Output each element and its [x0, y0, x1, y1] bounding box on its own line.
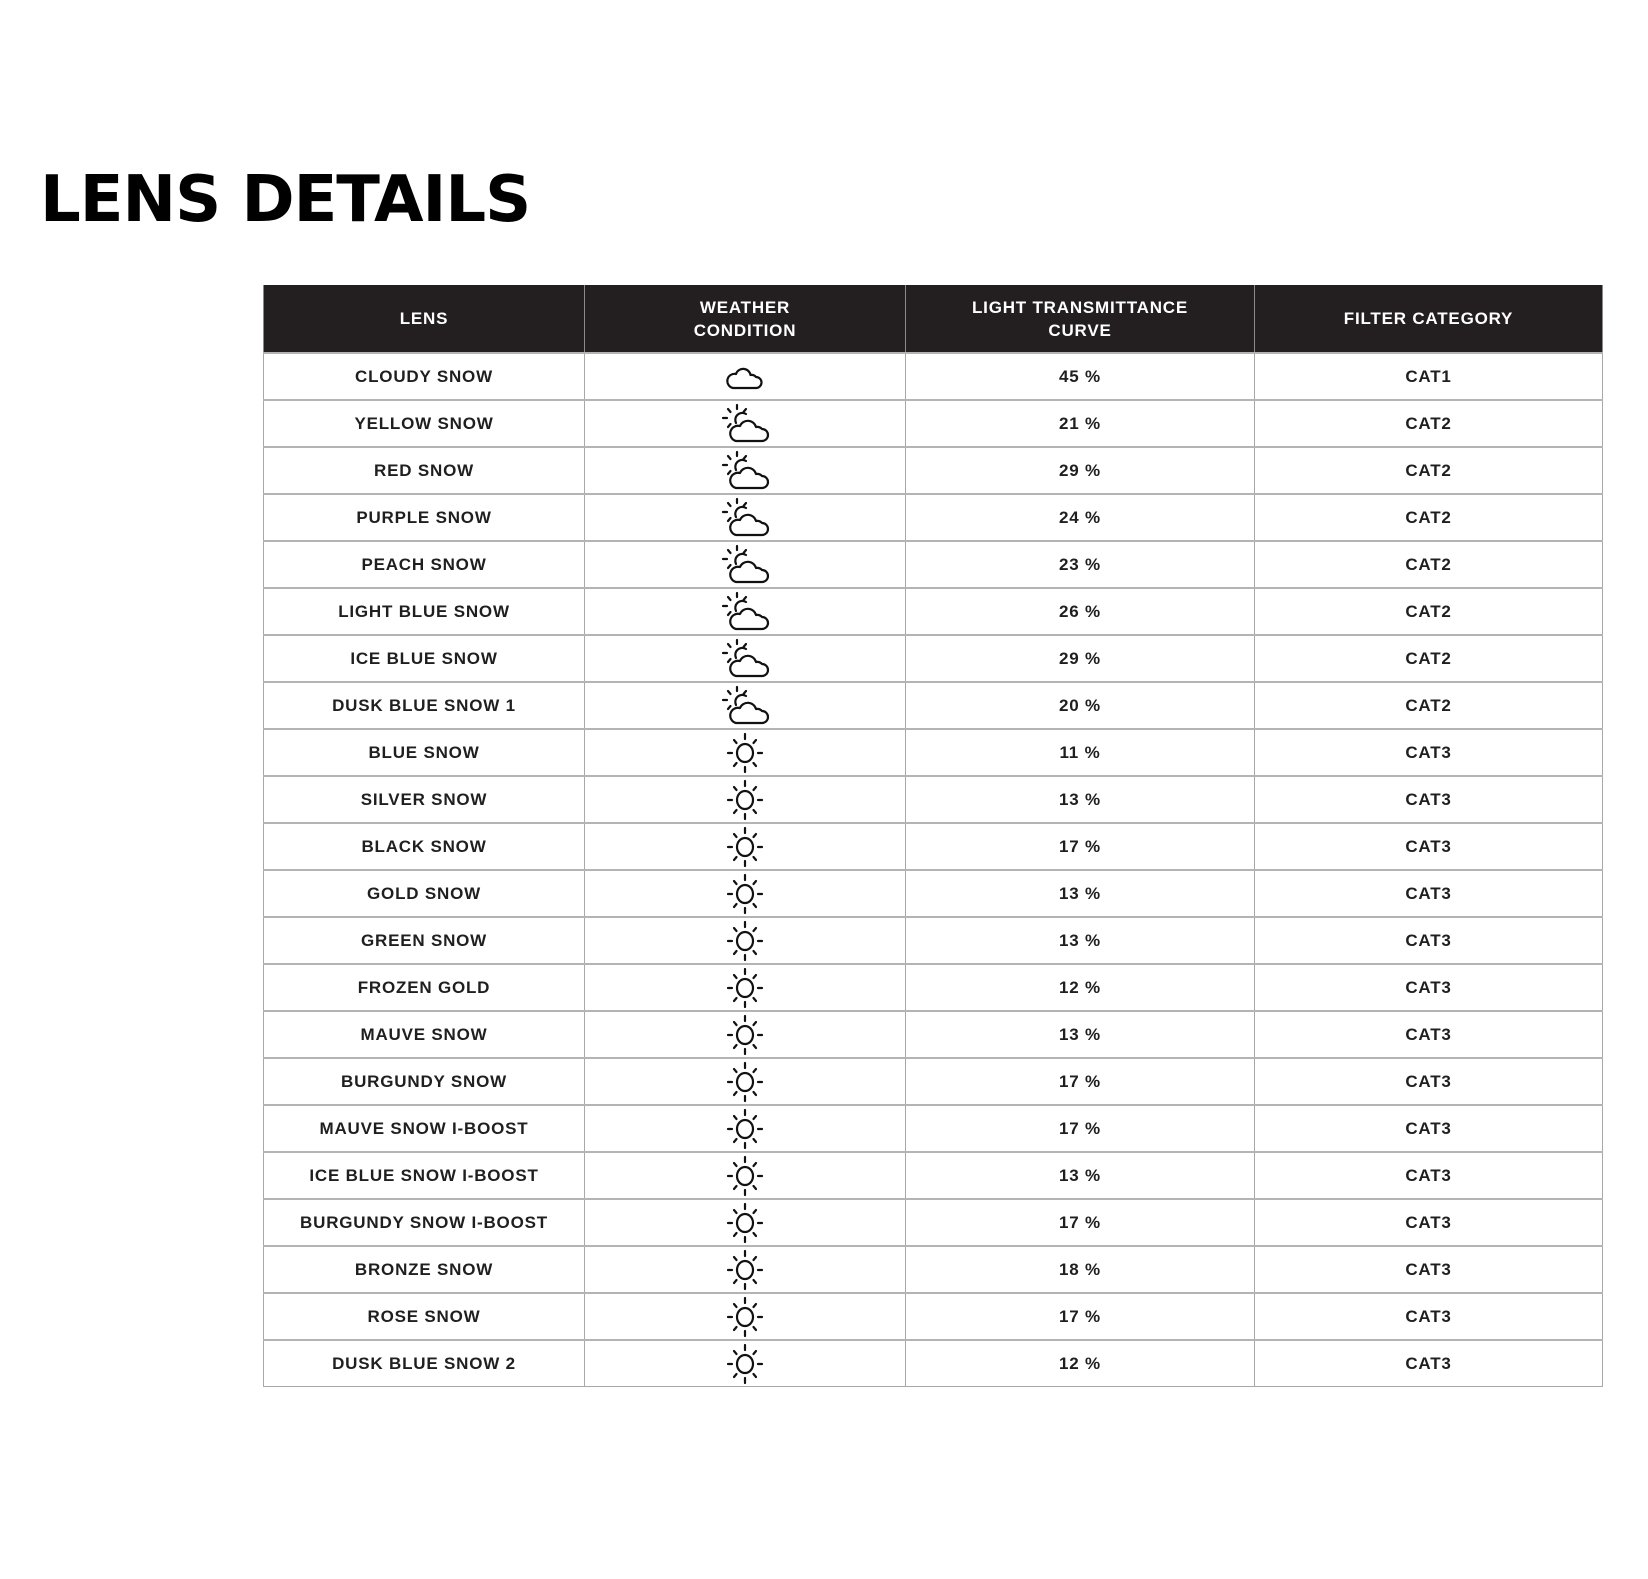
weather-condition-cell	[585, 1011, 906, 1058]
weather-condition-cell	[585, 400, 906, 447]
filter-category-cell: CAT2	[1255, 447, 1603, 494]
sun-icon	[725, 920, 765, 962]
weather-condition-cell	[585, 1246, 906, 1293]
filter-category-cell: CAT3	[1255, 1105, 1603, 1152]
lens-name-cell: MAUVE SNOW	[264, 1011, 585, 1058]
table-body	[264, 353, 1603, 1387]
lens-name-cell: BLACK SNOW	[264, 823, 585, 870]
sun-icon	[725, 826, 765, 868]
sun-icon	[725, 1155, 765, 1197]
lens-details-table	[263, 285, 1603, 1387]
table-row	[264, 823, 1603, 870]
table-row	[264, 682, 1603, 729]
table-row	[264, 541, 1603, 588]
lens-name-cell: CLOUDY SNOW	[264, 353, 585, 400]
filter-category-cell: CAT2	[1255, 588, 1603, 635]
light-transmittance-cell: 17 %	[906, 1293, 1255, 1340]
weather-condition-cell	[585, 776, 906, 823]
lens-name-cell: BURGUNDY SNOW	[264, 1058, 585, 1105]
weather-condition-cell	[585, 964, 906, 1011]
light-transmittance-cell: 20 %	[906, 682, 1255, 729]
filter-category-cell: CAT2	[1255, 494, 1603, 541]
partly-sunny-icon	[718, 497, 772, 539]
light-transmittance-cell: 45 %	[906, 353, 1255, 400]
table-row	[264, 400, 1603, 447]
light-transmittance-cell: 11 %	[906, 729, 1255, 776]
table-row	[264, 729, 1603, 776]
light-transmittance-cell: 13 %	[906, 917, 1255, 964]
filter-category-cell: CAT2	[1255, 635, 1603, 682]
weather-condition-cell	[585, 1293, 906, 1340]
lens-name-cell: FROZEN GOLD	[264, 964, 585, 1011]
lens-name-cell: PEACH SNOW	[264, 541, 585, 588]
header-filter-category: FILTER CATEGORY	[1255, 285, 1603, 353]
lens-name-cell: RED SNOW	[264, 447, 585, 494]
partly-sunny-icon	[718, 544, 772, 586]
weather-condition-cell	[585, 870, 906, 917]
filter-category-cell: CAT3	[1255, 1293, 1603, 1340]
partly-sunny-icon	[718, 638, 772, 680]
table-row	[264, 1058, 1603, 1105]
sun-icon	[725, 1249, 765, 1291]
weather-condition-cell	[585, 635, 906, 682]
filter-category-cell: CAT3	[1255, 1152, 1603, 1199]
sun-icon	[725, 1202, 765, 1244]
table-row	[264, 1246, 1603, 1293]
table-row	[264, 353, 1603, 400]
weather-condition-cell	[585, 447, 906, 494]
table-row	[264, 588, 1603, 635]
light-transmittance-cell: 12 %	[906, 964, 1255, 1011]
header-weather-condition: WEATHER CONDITION	[585, 285, 906, 353]
table-row	[264, 964, 1603, 1011]
table-row	[264, 1152, 1603, 1199]
light-transmittance-cell: 13 %	[906, 776, 1255, 823]
lens-name-cell: MAUVE SNOW I-BOOST	[264, 1105, 585, 1152]
weather-condition-cell	[585, 1058, 906, 1105]
light-transmittance-cell: 29 %	[906, 635, 1255, 682]
light-transmittance-cell: 24 %	[906, 494, 1255, 541]
light-transmittance-cell: 17 %	[906, 1199, 1255, 1246]
sun-icon	[725, 732, 765, 774]
lens-name-cell: YELLOW SNOW	[264, 400, 585, 447]
light-transmittance-cell: 18 %	[906, 1246, 1255, 1293]
filter-category-cell: CAT1	[1255, 353, 1603, 400]
partly-sunny-icon	[718, 685, 772, 727]
weather-condition-cell	[585, 682, 906, 729]
light-transmittance-cell: 17 %	[906, 1105, 1255, 1152]
weather-condition-cell	[585, 541, 906, 588]
lens-name-cell: ICE BLUE SNOW I-BOOST	[264, 1152, 585, 1199]
sun-icon	[725, 1343, 765, 1385]
lens-name-cell: SILVER SNOW	[264, 776, 585, 823]
sun-icon	[725, 873, 765, 915]
filter-category-cell: CAT3	[1255, 1058, 1603, 1105]
filter-category-cell: CAT3	[1255, 823, 1603, 870]
light-transmittance-cell: 26 %	[906, 588, 1255, 635]
filter-category-cell: CAT3	[1255, 1340, 1603, 1387]
table-row	[264, 870, 1603, 917]
sun-icon	[725, 1014, 765, 1056]
filter-category-cell: CAT3	[1255, 964, 1603, 1011]
filter-category-cell: CAT2	[1255, 400, 1603, 447]
filter-category-cell: CAT3	[1255, 870, 1603, 917]
filter-category-cell: CAT3	[1255, 776, 1603, 823]
light-transmittance-cell: 13 %	[906, 1152, 1255, 1199]
table-row	[264, 1293, 1603, 1340]
sun-icon	[725, 779, 765, 821]
lens-name-cell: PURPLE SNOW	[264, 494, 585, 541]
table-row	[264, 776, 1603, 823]
lens-name-cell: ROSE SNOW	[264, 1293, 585, 1340]
weather-condition-cell	[585, 494, 906, 541]
cloud-icon	[725, 361, 765, 393]
filter-category-cell: CAT2	[1255, 541, 1603, 588]
light-transmittance-cell: 17 %	[906, 823, 1255, 870]
table-row	[264, 635, 1603, 682]
filter-category-cell: CAT3	[1255, 1011, 1603, 1058]
weather-condition-cell	[585, 823, 906, 870]
table-row	[264, 1199, 1603, 1246]
weather-condition-cell	[585, 1152, 906, 1199]
light-transmittance-cell: 23 %	[906, 541, 1255, 588]
weather-condition-cell	[585, 588, 906, 635]
light-transmittance-cell: 12 %	[906, 1340, 1255, 1387]
table-row	[264, 1011, 1603, 1058]
lens-name-cell: GOLD SNOW	[264, 870, 585, 917]
weather-condition-cell	[585, 729, 906, 776]
lens-name-cell: BURGUNDY SNOW I-BOOST	[264, 1199, 585, 1246]
light-transmittance-cell: 21 %	[906, 400, 1255, 447]
header-light-transmittance: LIGHT TRANSMITTANCE CURVE	[906, 285, 1255, 353]
table-row	[264, 447, 1603, 494]
lens-name-cell: GREEN SNOW	[264, 917, 585, 964]
partly-sunny-icon	[718, 591, 772, 633]
lens-name-cell: LIGHT BLUE SNOW	[264, 588, 585, 635]
table-header-row	[264, 285, 1603, 353]
lens-name-cell: ICE BLUE SNOW	[264, 635, 585, 682]
partly-sunny-icon	[718, 450, 772, 492]
table-row	[264, 1105, 1603, 1152]
page-title: LENS DETAILS	[40, 163, 531, 237]
lens-name-cell: DUSK BLUE SNOW 1	[264, 682, 585, 729]
weather-condition-cell	[585, 1340, 906, 1387]
weather-condition-cell	[585, 1105, 906, 1152]
filter-category-cell: CAT3	[1255, 1199, 1603, 1246]
weather-condition-cell	[585, 353, 906, 400]
weather-condition-cell	[585, 917, 906, 964]
lens-name-cell: BLUE SNOW	[264, 729, 585, 776]
sun-icon	[725, 967, 765, 1009]
sun-icon	[725, 1296, 765, 1338]
light-transmittance-cell: 29 %	[906, 447, 1255, 494]
light-transmittance-cell: 13 %	[906, 1011, 1255, 1058]
lens-name-cell: BRONZE SNOW	[264, 1246, 585, 1293]
table-row	[264, 917, 1603, 964]
light-transmittance-cell: 13 %	[906, 870, 1255, 917]
weather-condition-cell	[585, 1199, 906, 1246]
sun-icon	[725, 1108, 765, 1150]
lens-name-cell: DUSK BLUE SNOW 2	[264, 1340, 585, 1387]
partly-sunny-icon	[718, 403, 772, 445]
filter-category-cell: CAT3	[1255, 1246, 1603, 1293]
table-row	[264, 494, 1603, 541]
light-transmittance-cell: 17 %	[906, 1058, 1255, 1105]
header-lens: LENS	[264, 285, 585, 353]
filter-category-cell: CAT3	[1255, 729, 1603, 776]
filter-category-cell: CAT2	[1255, 682, 1603, 729]
table-row	[264, 1340, 1603, 1387]
filter-category-cell: CAT3	[1255, 917, 1603, 964]
sun-icon	[725, 1061, 765, 1103]
